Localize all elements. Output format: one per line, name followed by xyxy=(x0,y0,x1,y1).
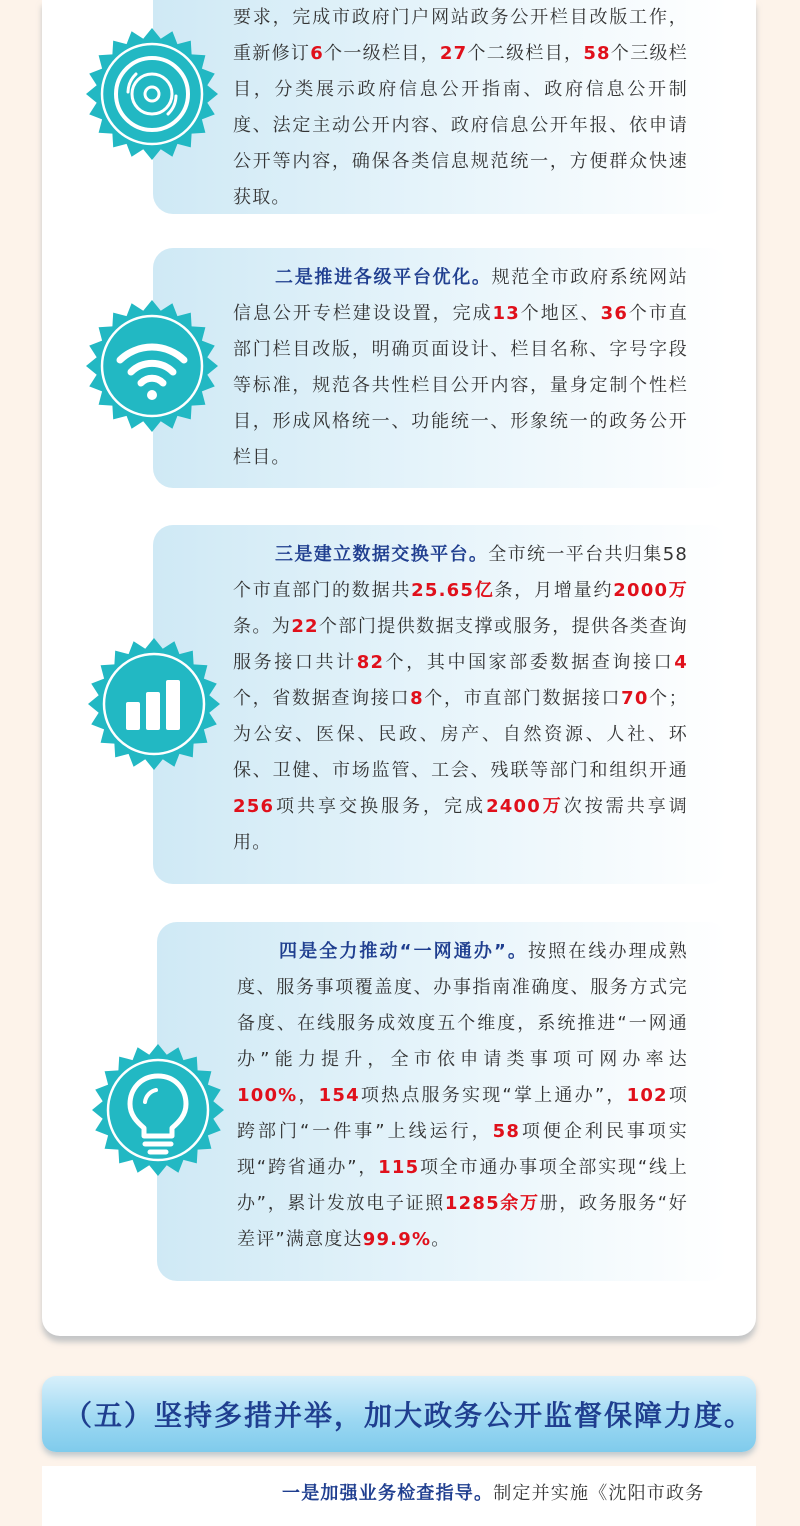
body-text: 个三级栏目，分类展示政府信息公开指南、政府信息公开制度、法定主动公开内容、政府信息公开年报、依申请公开等内容，确保各类信息规范统一，方便群众快速获取。 xyxy=(233,43,689,208)
section-text xyxy=(237,934,688,1258)
body-text: 个市直部门栏目改版，明确页面设计、栏目名称、字号字段等标准，规范各共性栏目公开内容，量身定制个性栏目，形成风格统一、功能统一、形象统一的政务公开栏目。 xyxy=(233,303,688,468)
section-heading: （五）坚持多措并举，加大政务公开监督保障力度。 xyxy=(64,1399,755,1432)
section-platform-revision xyxy=(153,0,728,214)
section-platform-optimization xyxy=(153,248,728,488)
bar-chart-icon xyxy=(86,636,222,772)
highlight-number: 27 xyxy=(439,43,468,64)
highlight-number: 2400万 xyxy=(486,796,564,817)
body-text: 个二级栏目， xyxy=(467,43,584,64)
body-text: 项便企利民事项实现“跨省通办”， xyxy=(237,1121,689,1178)
section-one-network xyxy=(157,922,728,1281)
highlight-number: 2000万 xyxy=(613,580,688,601)
highlight-number: 82 xyxy=(356,652,385,673)
body-text: ， xyxy=(297,1085,319,1106)
body-text: 项热点服务实现“掌上通办”， xyxy=(359,1085,627,1106)
section-text xyxy=(233,260,688,476)
highlight-number: 58 xyxy=(583,43,611,64)
highlight-number: 13 xyxy=(492,303,520,324)
body-text: 个一级栏目， xyxy=(323,43,440,64)
highlight-number: 154 xyxy=(318,1085,360,1106)
body-text: 个部门提供数据支撑或服务，提供各类查询服务接口共计 xyxy=(233,616,688,673)
body-text: 项跨部门“一件事”上线运行， xyxy=(237,1085,689,1142)
highlight-number: 115 xyxy=(378,1157,420,1178)
body-text: 全市统一平台共归集58个市直部门的数据共 xyxy=(233,544,688,601)
body-text: 个，其中国家部委数据查询接口 xyxy=(384,652,675,673)
highlight-number: 8 xyxy=(410,688,424,709)
highlight-number: 102 xyxy=(626,1085,668,1106)
body-text: 。 xyxy=(431,1229,451,1250)
highlight-number: 256 xyxy=(233,796,275,817)
section-heading-bar xyxy=(42,1376,756,1452)
body-text: 条，月增量约 xyxy=(494,580,614,601)
wifi-icon xyxy=(84,298,220,434)
next-section-body: 制定并实施《沈阳市政务 xyxy=(493,1483,705,1504)
badge-burst xyxy=(86,28,218,160)
section-lead: 三是建立数据交换平台。 xyxy=(275,544,489,565)
body-text: 条。为 xyxy=(233,616,292,637)
highlight-number: 22 xyxy=(291,616,319,637)
body-text: 个；为公安、医保、民政、房产、自然资源、人社、环保、卫健、市场监管、工会、残联等部门和组织开通 xyxy=(233,688,688,781)
badge-burst xyxy=(92,1044,224,1176)
highlight-number: 1285余万 xyxy=(444,1193,540,1214)
highlight-number: 36 xyxy=(600,303,629,324)
highlight-number: 70 xyxy=(621,688,649,709)
body-text: 次按需共享调用。 xyxy=(233,796,689,853)
disc-icon xyxy=(84,26,220,162)
body-text: 要求，完成市政府门户网站政务公开栏目改版工作，重新修订 xyxy=(233,7,688,64)
highlight-number: 4 xyxy=(674,652,688,673)
body-text: 册，政务服务“好差评”满意度达 xyxy=(237,1193,688,1250)
body-text: 项全市通办事项全部实现“线上办”，累计发放电子证照 xyxy=(237,1157,689,1214)
body-text: 按照在线办理成熟度、服务事项覆盖度、办事指南准确度、服务方式完备度、在线服务成效度五个维度，系统推进“一网通办”能力提升，全市依申请类事项可网办率达 xyxy=(237,941,688,1070)
body-text: 个，市直部门数据接口 xyxy=(423,688,622,709)
section-data-exchange xyxy=(153,525,728,884)
next-section-lead: 一是加强业务检查指导。 xyxy=(282,1483,494,1504)
section-lead: 二是推进各级平台优化。 xyxy=(275,267,492,288)
body-text: 个地区、 xyxy=(520,303,601,324)
highlight-number: 6 xyxy=(310,43,324,64)
next-content-card xyxy=(42,1466,756,1526)
highlight-number: 58 xyxy=(492,1121,521,1142)
lightbulb-icon xyxy=(90,1042,226,1178)
highlight-number: 99.9% xyxy=(362,1229,432,1250)
section-lead: 四是全力推动“一网通办”。 xyxy=(279,941,529,962)
section-text xyxy=(233,537,688,861)
body-text: 个，省数据查询接口 xyxy=(233,688,411,709)
body-text: 规范全市政府系统网站信息公开专栏建设设置，完成 xyxy=(233,267,689,324)
body-text: 项共享交换服务，完成 xyxy=(274,796,487,817)
next-section-text xyxy=(282,1476,736,1512)
highlight-number: 25.65亿 xyxy=(411,580,495,601)
highlight-number: 100% xyxy=(237,1085,298,1106)
section-text xyxy=(233,0,688,216)
